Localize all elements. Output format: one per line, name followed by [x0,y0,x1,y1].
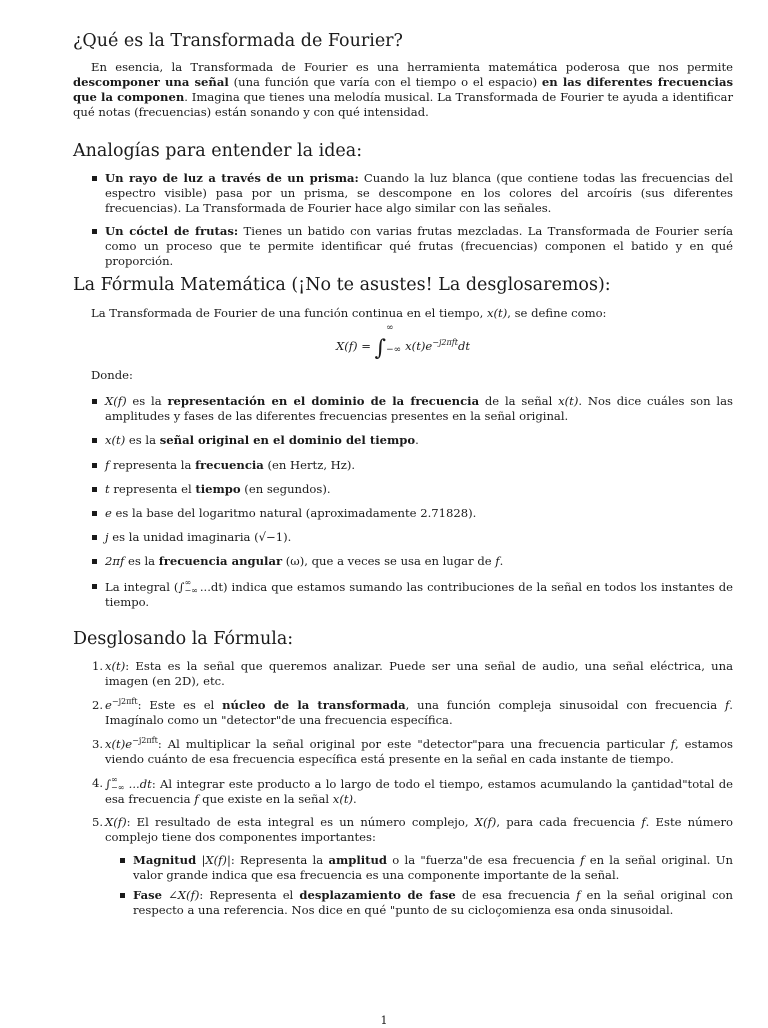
math-var: f [495,554,500,568]
text-run: , para cada frecuencia [496,815,642,829]
fourier-formula [73,323,733,361]
text-run: . Este número complejo tiene dos componentes importantes: [105,815,733,844]
text-run: es la base del logaritmo natural (aproximadamente 2.71828). [111,506,477,520]
section-title-desglosando: Desglosando la Fórmula: [73,629,294,649]
text-run: en la señal original con respecto a una referencia. Nos dice en qué "punto de su cicloçomienza esa onda sinusoidal. [133,888,734,917]
math-var: f [576,888,581,902]
text-run: o la "fuerza"de esa frecuencia [387,853,581,867]
text-run: : Al integrar este producto a lo largo de todo el tiempo, estamos acumulando la çantidad"total de esa frecuencia [105,777,734,806]
text-run: (en segundos). [240,482,331,496]
list-item [105,433,733,448]
bullet-icon [120,858,125,863]
bold-run: Un cóctel de frutas: [105,224,239,238]
text-run: es la [124,554,159,568]
text-run: , una función compleja sinusoidal con frecuencia [405,698,725,712]
math-var: j [105,530,109,544]
list-item [105,394,733,424]
math-var: f [105,458,110,472]
text-run: en la señal original. Un valor grande indica que esa frecuencia es una componente importante de la señal. [133,853,733,882]
lower-limit: −∞ [184,586,198,595]
math-var: f [580,853,585,867]
bullet-icon [92,535,97,540]
text-run: ...dt) indica que estamos sumando las contribuciones de la señal en todos los instantes de tiempo. [105,580,733,609]
math-var: x(t) [332,792,354,806]
upper-limit: ∞ [111,775,118,784]
section-title-que-es: ¿Qué es la Transformada de Fourier? [73,31,403,51]
list-item [105,506,733,521]
donde-label: Donde: [91,368,133,382]
bold-run: amplitud [328,853,388,867]
text-run: . Nos dice cuáles son las amplitudes y fases de las diferentes frecuencias presentes en la señal original. [105,394,733,423]
list-item [91,659,733,689]
formula-exponent: −j2πft [432,338,458,348]
bold-run: Un rayo de luz a través de un prisma: [105,171,359,185]
text-run: , estamos viendo cuánto de esa frecuencia específica está presente en la señal en cada instante de tiempo. [105,737,733,766]
text-run: , se define como: [507,306,607,320]
integral-sign: ∫ [105,777,112,791]
list-item [105,224,733,269]
bullet-icon [92,511,97,516]
list-item [133,853,733,883]
text-run: que existe en la señal [198,792,333,806]
lower-limit: −∞ [386,345,402,355]
text-run: representa el [109,482,196,496]
bold-run: Fase [133,888,163,902]
bold-run: desplazamiento de fase [299,888,456,902]
text-run: (en Hertz, Hz). [263,458,356,472]
math-var: x(t)e [105,737,133,751]
list-item [91,736,733,767]
text-run: . Imagínalo como un "detector"de una frecuencia específica. [105,698,733,727]
section-title-formula: La Fórmula Matemática (¡No te asustes! La desglosaremos): [73,275,611,295]
math-var: X(f) [105,394,127,408]
bold-run: frecuencia [195,458,264,472]
list-number: 1. [91,659,103,673]
list-item [105,579,733,610]
math-var: ...dt [124,777,152,791]
text-run: : Al multiplicar la señal original por este "detector"para una frecuencia particular [157,737,671,751]
math-exponent: −j2πft [111,697,138,707]
integral-sign: ∫ [374,336,387,361]
math-exponent: −j2πft [132,736,158,746]
page-number: 1 [380,1014,388,1027]
list-number: 3. [91,737,103,751]
bullet-icon [120,893,125,898]
text-run: . [499,554,504,568]
text-run: es la [125,433,160,447]
math-var: X(f) [105,815,127,829]
bold-run: señal original en el dominio del tiempo [159,433,416,447]
text-run: : Representa la [230,853,329,867]
list-item [91,775,734,807]
math-var: x(t) [105,659,126,673]
bullet-icon [92,463,97,468]
list-item [91,697,733,728]
text-run: Cuando la luz blanca (que contiene todas las frecuencias del espectro visible) pasa por un prisma, se descompone en los colores del arcoíris (sus diferentes frecuencias). La Transformada de Fourier hace algo similar con las señales. [105,171,733,215]
upper-limit: ∞ [184,578,192,587]
text-run: . Imagina que tienes una melodía musical. La Transformada de Fourier te ayuda a identificar qué notas (frecuencias) están sonando y con qué intensidad. [73,90,733,119]
list-number: 4. [91,776,103,790]
list-item [105,482,733,497]
integral-limits [111,776,124,792]
formula-lhs: X(f) = [335,339,375,353]
text-run: La integral (∫ [105,580,185,594]
math-var: t [105,482,110,496]
list-item [91,815,733,845]
list-item [105,530,733,545]
text-run: : Esta es la señal que queremos analizar. Puede ser una señal de audio, una señal eléctrica, una imagen (en 2D), etc. [105,659,733,688]
list-number: 5. [91,815,103,829]
text-run: : Este es el [137,698,223,712]
text-run: de esa frecuencia [455,888,577,902]
text-run: : Representa el [199,888,300,902]
bullet-icon [92,559,97,564]
bullet-icon [92,176,97,181]
text-run: de la señal [479,394,559,408]
upper-limit: ∞ [386,323,394,333]
math-var: X(f) [474,815,497,829]
bullet-icon [92,229,97,234]
text-run: La Transformada de Fourier de una función continua en el tiempo, [91,306,487,320]
text-run: (una función que varía con el tiempo o el espacio) [228,75,542,89]
math-var: f [670,737,675,751]
list-item [133,888,733,918]
bold-run: Magnitud [133,853,197,867]
bullet-icon [92,399,97,404]
bold-run: tiempo [195,482,241,496]
integral-limits [386,323,402,355]
text-run: es la [126,394,168,408]
math-var: |X(f)| [196,853,231,867]
math-var: e [105,506,112,520]
formula-dt: dt [457,339,471,353]
section-title-analogias: Analogías para entender la idea: [73,141,363,161]
bullet-icon [92,584,97,589]
math-var: 2πf [105,554,125,568]
paragraph-intro [73,60,733,120]
integral-limits [184,579,197,595]
text-run: es la unidad imaginaria (√−1). [108,530,292,544]
math-var: f [641,815,646,829]
list-item [105,554,733,569]
math-var: f [725,698,730,712]
text-run: . [353,792,357,806]
list-item [105,171,733,216]
math-var: e [105,698,112,712]
math-var: ∠X(f) [162,888,200,902]
bullet-icon [92,438,97,443]
math-var: x(t) [558,394,579,408]
text-run: En esencia, la Transformada de Fourier es una herramienta matemática poderosa que nos permite [91,60,733,74]
formula-intro [91,306,733,321]
math-var: f [194,792,199,806]
math-var: x(t) [105,433,126,447]
bold-run: núcleo de la transformada [222,698,406,712]
list-item [105,458,733,473]
bold-run: representación en el dominio de la frecuencia [167,394,480,408]
list-number: 2. [91,698,103,712]
text-run: (ω), que a veces se usa en lugar de [282,554,496,568]
bullet-icon [92,487,97,492]
math-var: x(t) [486,306,508,320]
text-run: representa la [109,458,196,472]
lower-limit: −∞ [111,783,125,792]
formula-body: x(t)e [405,339,433,353]
bold-run: descomponer una señal [73,75,229,89]
bold-run: en las diferentes frecuencias que la componen [73,75,733,104]
text-run: : El resultado de esta integral es un número complejo, [126,815,475,829]
text-run: Tienes un batido con varias frutas mezcladas. La Transformada de Fourier sería como un proceso que te permite identificar qué frutas (frecuencias) componen el batido y en qué proporción. [105,224,733,268]
text-run: . [415,433,419,447]
bold-run: frecuencia angular [158,554,283,568]
